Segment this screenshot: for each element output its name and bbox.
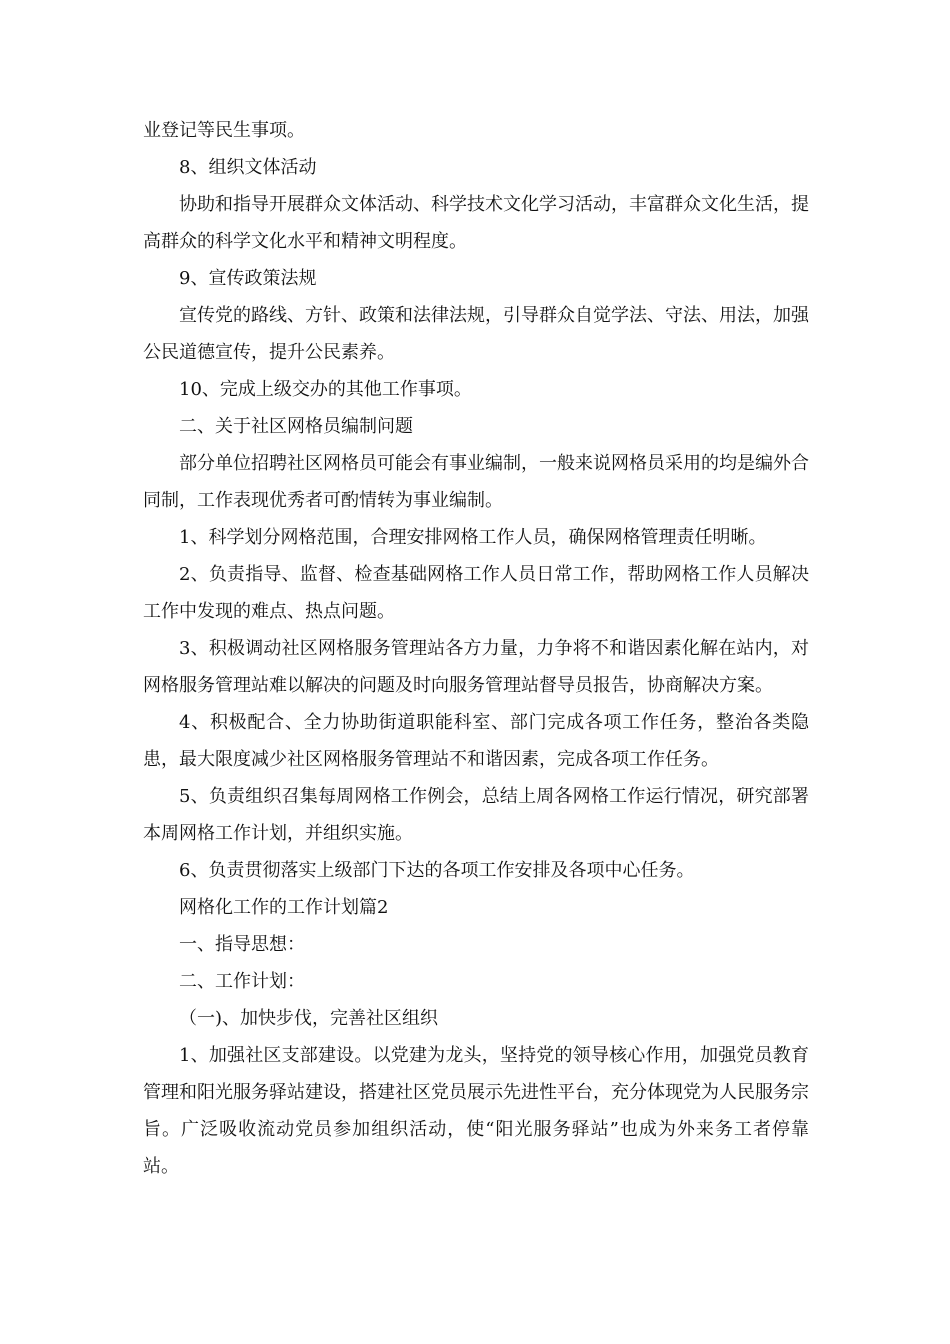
section-heading: 二、关于社区网格员编制问题 — [179, 416, 413, 437]
list-item: 1、加强社区支部建设。以党建为龙头，坚持党的领导核心作用，加强党员教育管理和阳光服务驿站建设，搭建社区党员展示先进性平台，充分体现党为人民服务宗旨。广泛吸收流动党员参加组织活动，使“阳光服务驿站”也成为外来务工者停靠站。 — [143, 1045, 809, 1177]
paragraph: 宣传党的路线、方针、政策和法律法规，引导群众自觉学法、守法、用法，加强公民道德宣传，提升公民素养。 — [143, 305, 809, 363]
paragraph: 协助和指导开展群众文体活动、科学技术文化学习活动，丰富群众文化生活，提高群众的科学文化水平和精神文明程度。 — [143, 194, 809, 252]
paragraph: 业登记等民生事项。 — [143, 120, 305, 141]
list-item: 4、积极配合、全力协助街道职能科室、部门完成各项工作任务，整治各类隐患，最大限度减少社区网格服务管理站不和谐因素，完成各项工作任务。 — [143, 712, 809, 770]
list-item: 2、负责指导、监督、检查基础网格工作人员日常工作，帮助网格工作人员解决工作中发现的难点、热点问题。 — [143, 564, 809, 622]
list-item: 1、科学划分网格范围，合理安排网格工作人员，确保网格管理责任明晰。 — [179, 527, 767, 548]
section-heading: 8、组织文体活动 — [179, 157, 317, 178]
subsection-heading: （一)、加快步伐，完善社区组织 — [179, 1008, 439, 1029]
paragraph: 10、完成上级交办的其他工作事项。 — [179, 379, 472, 400]
paragraph: 部分单位招聘社区网格员可能会有事业编制，一般来说网格员采用的均是编外合同制，工作表现优秀者可酌情转为事业编制。 — [143, 453, 809, 511]
section-heading: 9、宣传政策法规 — [179, 268, 317, 289]
list-item: 6、负责贯彻落实上级部门下达的各项工作安排及各项中心任务。 — [179, 860, 695, 881]
list-item: 3、积极调动社区网格服务管理站各方力量，力争将不和谐因素化解在站内，对网格服务管理站难以解决的问题及时向服务管理站督导员报告，协商解决方案。 — [143, 638, 809, 696]
document-body — [143, 112, 809, 1185]
section-heading: 一、指导思想： — [179, 934, 305, 955]
list-item: 5、负责组织召集每周网格工作例会，总结上周各网格工作运行情况，研究部署本周网格工作计划，并组织实施。 — [143, 786, 809, 844]
article-title: 网格化工作的工作计划篇2 — [179, 897, 389, 918]
section-heading: 二、工作计划： — [179, 971, 305, 992]
